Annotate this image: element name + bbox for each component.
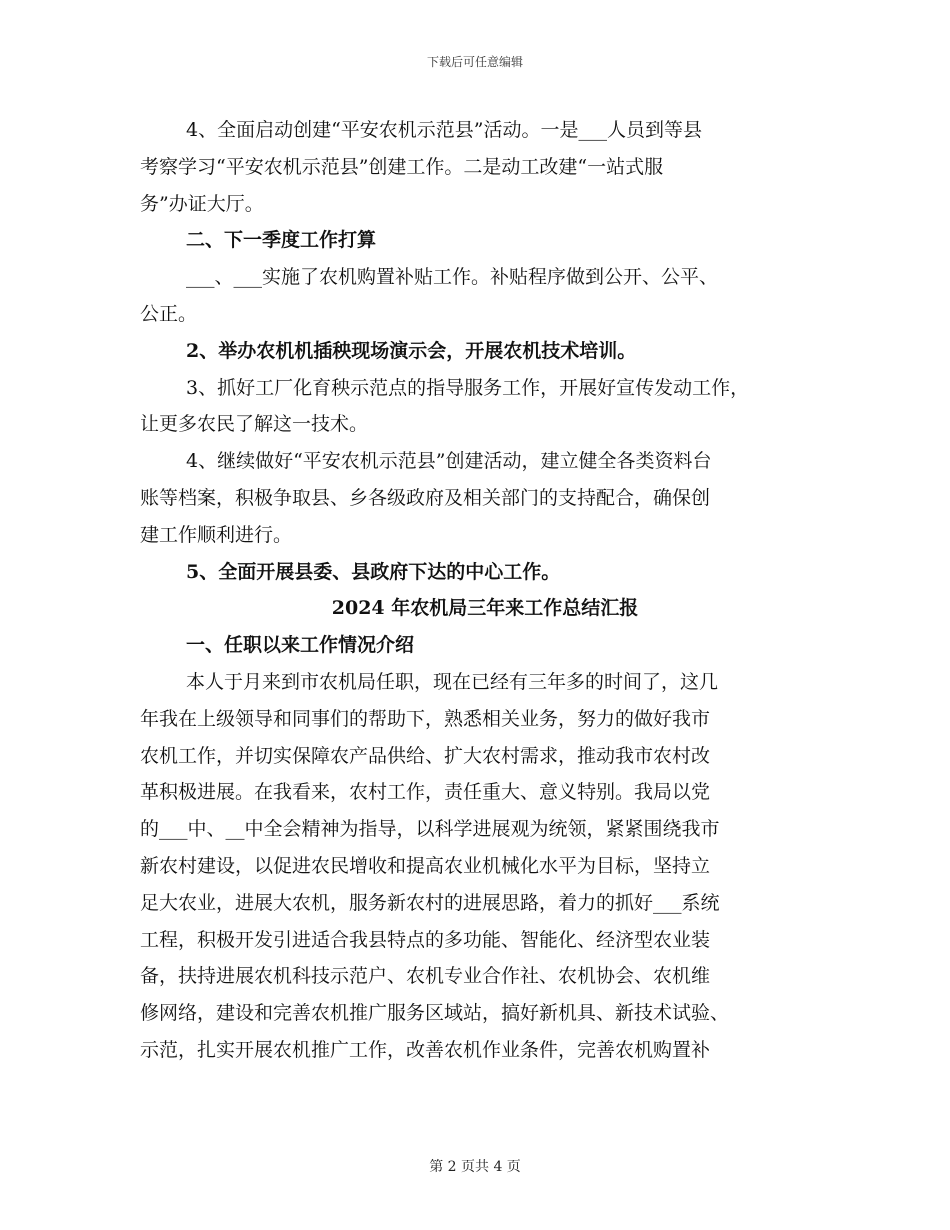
- paragraph-line: 示范，扎实开展农机推广工作，改善农机作业条件，完善农机购置补: [140, 1038, 711, 1061]
- paragraph-line: 建工作顺利进行。: [140, 523, 293, 546]
- paragraph-line: 务”办证大厅。: [140, 192, 264, 215]
- paragraph-line: 考察学习“平安农机示范县”创建工作。二是动工改建“一站式服: [140, 155, 664, 178]
- page-header: 下载后可任意编辑: [426, 55, 523, 69]
- paragraph-line: 的___中、__中全会精神为指导，以科学进展观为统领，紧紧围绕我市: [140, 818, 720, 841]
- document-body: [140, 112, 830, 1069]
- paragraph-line: 让更多农民了解这一技术。: [140, 413, 369, 436]
- paragraph-line: 革积极进展。在我看来，农村工作，责任重大、意义特别。我局以党: [140, 781, 711, 804]
- section-heading: 二、下一季度工作打算: [186, 229, 377, 252]
- document-title: 2024 年农机局三年来工作总结汇报: [331, 597, 639, 620]
- paragraph-line: 新农村建设，以促进农民增收和提高农业机械化水平为目标，坚持立: [140, 854, 711, 877]
- paragraph-line: 4、全面启动创建“平安农机示范县”活动。一是___人员到等县: [186, 119, 703, 141]
- paragraph-line: 农机工作，并切实保障农产品供给、扩大农村需求，推动我市农村改: [140, 744, 711, 767]
- paragraph-line: 年我在上级领导和同事们的帮助下，熟悉相关业务，努力的做好我市: [140, 707, 711, 730]
- paragraph-line: 工程，积极开发引进适合我县特点的多功能、智能化、经济型农业装: [140, 928, 711, 951]
- paragraph-line: 3、抓好工厂化育秧示范点的指导服务工作，开展好宣传发动工作，: [186, 376, 750, 399]
- paragraph-line: 修网络，建设和完善农机推广服务区域站，搞好新机具、新技术试验、: [140, 1002, 730, 1025]
- paragraph-line: 本人于月来到市农机局任职，现在已经有三年多的时间了，这几: [186, 670, 719, 693]
- paragraph-line: 公正。: [140, 302, 198, 325]
- bold-item: 5、全面开展县委、县政府下达的中心工作。: [186, 560, 561, 583]
- page-footer: 第 2 页共 4 页: [429, 1159, 521, 1175]
- paragraph-line: 足大农业，进展大农机，服务新农村的进展思路，着力的抓好___系统: [140, 891, 720, 914]
- paragraph-line: 账等档案，积极争取县、乡各级政府及相关部门的支持配合，确保创: [140, 486, 711, 509]
- paragraph-line: 备，扶持进展农机科技示范户、农机专业合作社、农机协会、农机维: [140, 965, 711, 988]
- paragraph-line: ___、___实施了农机购置补贴工作。补贴程序做到公开、公平、: [186, 266, 719, 289]
- section-heading: 一、任职以来工作情况介绍: [186, 634, 415, 657]
- paragraph-line: 4、继续做好“平安农机示范县”创建活动，建立健全各类资料台: [186, 450, 712, 473]
- bold-item: 2、举办农机机插秧现场演示会，开展农机技术培训。: [186, 339, 637, 362]
